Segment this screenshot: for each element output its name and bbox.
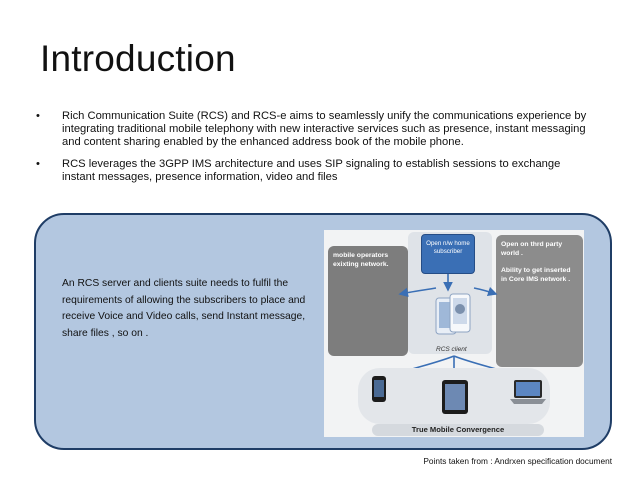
bullet-marker: • [36,158,40,171]
bullet-list [36,110,596,184]
slide-title: Introduction [40,38,236,79]
mobile-operators-label: mobile operators exixting network. [333,252,389,268]
panel-description: An RCS server and clients suite needs to fulfil the requirements of allowing the subscribers to place and receive Voice and Video calls, send Instant message, share files , so on . [62,278,306,339]
bullet-item [36,158,596,184]
rcs-client-label: RCS client [436,346,467,353]
bullet-item [36,110,596,148]
home-subscriber-box: Open n/w home subscriber [421,234,475,274]
rcs-diagram [324,230,584,437]
bullet-text: Rich Communication Suite (RCS) and RCS-e aims to seamlessly unify the communications experience by integrating traditional mobile telephony with new interactive services such as presence, instant messaging and content sharing enabled by the enhanced address book of the mobile phone. [62,110,587,148]
bullet-text: RCS leverages the 3GPP IMS architecture and uses SIP signaling to establish sessions to exchange instant messages, presence information, video and files [62,158,561,184]
ims-note-label: Ability to get inserted in Core IMS network . [501,267,571,283]
convergence-label: True Mobile Convergence [372,424,544,436]
devices-icon [324,230,584,437]
source-footnote: Points taken from : Andrxen specification document [423,456,612,466]
bullet-marker: • [36,110,40,122]
third-party-label: Open on thrd party world . [501,241,563,257]
